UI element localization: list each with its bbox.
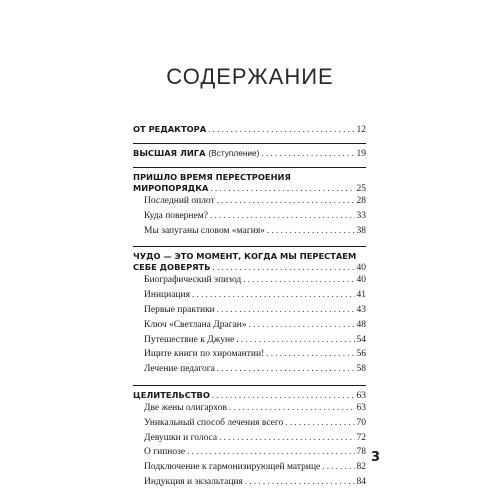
toc-entry-label: Подключение к гармонизирующей матрице [144, 462, 321, 473]
page-number: 3 [371, 450, 381, 465]
toc-entry-label: Девушки и голоса [144, 432, 218, 443]
dot-leader [249, 318, 355, 332]
toc-heading-row [133, 262, 366, 273]
toc-page-number: 63 [356, 402, 366, 413]
toc-section [133, 124, 366, 135]
toc-entry [133, 362, 366, 377]
toc-entry [133, 416, 366, 431]
toc-heading-row [133, 148, 366, 159]
toc-page-number: 12 [356, 125, 366, 135]
toc-entry [133, 288, 366, 303]
toc-page-number: 56 [356, 349, 366, 360]
toc-page-number: 84 [356, 476, 366, 487]
dot-leader [229, 401, 355, 415]
dot-leader [210, 183, 354, 193]
toc-heading-suffix: (Вступление) [208, 148, 260, 158]
toc-page-number: 72 [356, 432, 366, 443]
dot-leader [236, 333, 354, 347]
toc-page-number: 38 [356, 225, 366, 236]
toc-section [133, 385, 366, 490]
dot-leader [266, 347, 354, 361]
toc-heading-text [133, 183, 208, 194]
dot-leader [219, 431, 354, 445]
toc-entry-label: Последний оплот [144, 196, 215, 206]
toc-entry-label: Инициация [144, 290, 190, 301]
toc-heading-label: ЦЕЛИТЕЛЬСТВО [133, 389, 210, 400]
toc-entry [133, 347, 366, 362]
toc-heading-row [133, 183, 366, 194]
toc-heading-row [133, 172, 366, 183]
dot-leader [267, 224, 355, 238]
toc-section [133, 246, 366, 377]
toc-heading-label: МИРОПОРЯДКА [133, 183, 209, 193]
toc-section [133, 167, 366, 238]
toc-entry [133, 273, 366, 288]
toc-heading-label: ВЫСШАЯ ЛИГА [133, 148, 206, 158]
toc-heading-text [133, 251, 356, 262]
dot-leader [192, 288, 355, 302]
toc-entry [133, 445, 366, 460]
dot-leader [217, 194, 355, 208]
toc-page-number: 40 [356, 275, 366, 286]
toc-heading-text [133, 148, 259, 159]
toc-entry [133, 460, 366, 475]
dot-leader [217, 362, 355, 376]
toc-page-number: 41 [356, 290, 366, 301]
toc-entry-label: Первые практики [144, 304, 215, 315]
dot-leader [285, 416, 354, 430]
toc-page-number: 40 [356, 263, 366, 274]
toc-heading-label: ОТ РЕДАКТОРА [133, 124, 207, 134]
toc-page-number: 70 [356, 417, 366, 428]
toc-entry [133, 333, 366, 348]
dot-leader [210, 209, 355, 223]
toc-page-number: 63 [356, 390, 366, 401]
toc-entry-label: Ищите книги по хиромантии! [144, 349, 265, 360]
toc-page-number: 54 [356, 334, 366, 345]
dot-leader [187, 445, 354, 459]
dot-leader [217, 303, 355, 317]
toc-page-number: 33 [356, 210, 366, 221]
toc-entry [133, 431, 366, 446]
toc-heading-text [133, 390, 210, 401]
toc-entry-label: Мы запуганы словом «магия» [144, 225, 265, 236]
dot-leader [208, 124, 354, 134]
page-title: СОДЕРЖАНИЕ [166, 64, 334, 89]
toc-entry-label: О гипнозе [144, 447, 186, 458]
toc-entry [133, 224, 366, 239]
dot-leader [261, 148, 354, 158]
dot-leader [213, 262, 355, 272]
toc-entry [133, 194, 366, 209]
toc-entry [133, 401, 366, 416]
toc-entry [133, 475, 366, 490]
toc-page-number: 28 [356, 196, 366, 206]
toc-entry-label: Биографический эпизод [144, 275, 242, 286]
toc-page-number: 82 [356, 462, 366, 473]
toc-heading-label: ЧУДО — ЭТО МОМЕНТ, КОГДА МЫ ПЕРЕСТАЕМ [133, 251, 357, 262]
toc-heading-text [133, 124, 206, 135]
toc-page-number: 19 [356, 149, 366, 159]
toc-section [133, 143, 366, 159]
toc-entry-label: Ключ «Светлана Драган» [144, 319, 247, 330]
toc-heading-text [133, 262, 211, 273]
toc-page-number: 48 [356, 319, 366, 330]
toc-heading-row [133, 124, 366, 135]
toc-page-number: 43 [356, 304, 366, 315]
toc-heading-label: СЕБЕ ДОВЕРЯТЬ [133, 262, 211, 273]
toc-entry-label: Две жены олигархов [144, 402, 227, 413]
dot-leader [245, 475, 355, 489]
toc-entry-label: Путешествие к Джуне [144, 334, 235, 345]
dot-leader [322, 460, 354, 474]
toc-entry-label: Уникальный способ лечения всего [144, 417, 284, 428]
toc-heading-text [133, 172, 291, 183]
toc-heading-label: ПРИШЛО ВРЕМЯ ПЕРЕСТРОЕНИЯ [133, 172, 291, 182]
toc-entry-label: Куда повернем? [144, 210, 208, 221]
toc-entry [133, 318, 366, 333]
toc-heading-row [133, 251, 366, 262]
toc-page-number: 25 [356, 184, 366, 194]
dot-leader [212, 390, 355, 400]
toc-entry-label: Индукция и экзальтация [144, 476, 243, 487]
toc-page-number: 58 [356, 364, 366, 375]
toc-entry [133, 209, 366, 224]
toc-heading-row [133, 390, 366, 401]
toc-page-number: 78 [356, 447, 366, 458]
toc-entry [133, 303, 366, 318]
toc-entry-label: Лечение педагога [144, 364, 215, 375]
dot-leader [243, 273, 354, 287]
table-of-contents [133, 124, 366, 498]
